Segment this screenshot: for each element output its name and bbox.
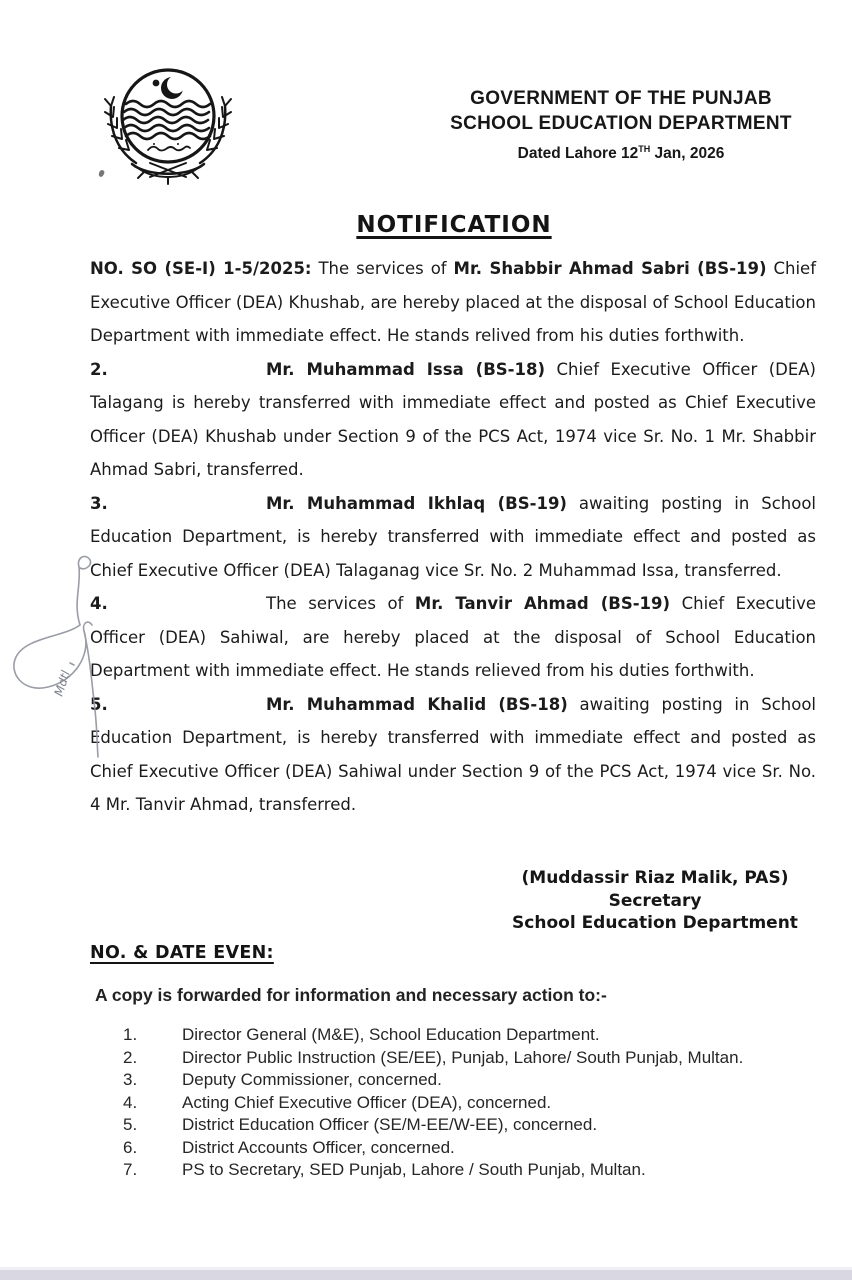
notification-paragraph-2: 2. Mr. Muhammad Issa (BS-18) Chief Executive Officer (DEA) Talagang is hereby transferred with immediate effect and posted as Chief Executive Officer (DEA) Khushab under Section 9 of the PCS Act, 1974 vice Sr. No. 1 Mr. Shabbir Ahmad Sabri, transferred. xyxy=(90,359,816,479)
copy-forwarded-line: A copy is forwarded for information and necessary action to:- xyxy=(95,985,607,1005)
recipient-row xyxy=(123,1114,823,1137)
notification-paragraph-5: 5. Mr. Muhammad Khalid (BS-18) awaiting posting in School Education Department, is hereby transferred with immediate effect and posted as Chief Executive Officer (DEA) Sahiwal under Section 9 of the PCS Act, 1974 vice Sr. No. 4 Mr. Tanvir Ahmad, transferred. xyxy=(90,694,817,814)
recipient-text: PS to Secretary, SED Punjab, Lahore / South Punjab, Multan. xyxy=(182,1160,646,1179)
recipient-list xyxy=(123,1024,823,1182)
notification-body xyxy=(90,252,816,822)
recipient-text: Deputy Commissioner, concerned. xyxy=(182,1070,442,1089)
signature-block xyxy=(500,867,810,935)
notification-paragraph-3: 3. Mr. Muhammad Ikhlaq (BS-19) awaiting posting in School Education Department, is hereby transferred with immediate effect and posted as Chief Executive Officer (DEA) Talaganag vice Sr. No. 2 Muhammad Issa, transferred. xyxy=(90,493,816,580)
recipient-number: 7. xyxy=(123,1160,138,1179)
recipient-row xyxy=(123,1137,823,1160)
recipient-number: 5. xyxy=(123,1115,138,1134)
letterhead xyxy=(430,86,812,165)
recipient-number: 3. xyxy=(123,1070,138,1089)
government-title: GOVERNMENT OF THE PUNJAB xyxy=(470,88,772,109)
recipient-row xyxy=(123,1159,823,1182)
signatory-title: Secretary xyxy=(608,890,702,911)
recipient-number: 4. xyxy=(123,1092,138,1112)
recipient-number: 6. xyxy=(123,1137,138,1157)
date-line: Dated Lahore 12TH Jan, 2026 xyxy=(517,144,725,162)
recipient-text: Director Public Instruction (SE/EE), Punjab, Lahore/ South Punjab, Multan. xyxy=(182,1047,744,1067)
signatory-department: School Education Department xyxy=(512,913,798,933)
recipient-text: Director General (M&E), School Education Department. xyxy=(182,1025,600,1044)
notification-paragraph-4: 4. The services of Mr. Tanvir Ahmad (BS-19) Chief Executive Officer (DEA) Sahiwal, are hereby placed at the disposal of School Education Department with immediate effect. He stands relieved from his duties forthwith. xyxy=(90,594,816,680)
scribble-text: Mdtl xyxy=(51,668,73,698)
notification-heading: NOTIFICATION xyxy=(356,212,552,238)
recipient-text: District Education Officer (SE/M-EE/W-EE), concerned. xyxy=(182,1115,598,1134)
recipient-row xyxy=(123,1047,823,1070)
margin-scribble-annotation xyxy=(0,545,135,770)
department-title: SCHOOL EDUCATION DEPARTMENT xyxy=(450,113,792,134)
punjab-emblem-logo xyxy=(92,60,244,190)
recipient-row xyxy=(123,1092,823,1115)
recipient-text: Acting Chief Executive Officer (DEA), concerned. xyxy=(182,1092,552,1112)
recipient-row xyxy=(123,1024,823,1047)
recipient-number: 1. xyxy=(123,1025,138,1044)
recipient-row xyxy=(123,1069,823,1092)
scan-edge-strip xyxy=(0,1267,852,1280)
notification-paragraph-1: NO. SO (SE-I) 1-5/2025: The services of Mr. Shabbir Ahmad Sabri (BS-19) Chief Executive Officer (DEA) Khushab, are hereby placed at the disposal of School Education Department with immediate effect. He stands relived from his duties forthwith. xyxy=(90,259,816,345)
notification-heading-row xyxy=(0,212,852,238)
ref-number-heading: NO. & DATE EVEN: xyxy=(90,943,274,963)
signatory-name: (Muddassir Riaz Malik, PAS) xyxy=(521,868,789,888)
recipient-number: 2. xyxy=(123,1047,138,1067)
recipient-text: District Accounts Officer, concerned. xyxy=(182,1137,455,1157)
